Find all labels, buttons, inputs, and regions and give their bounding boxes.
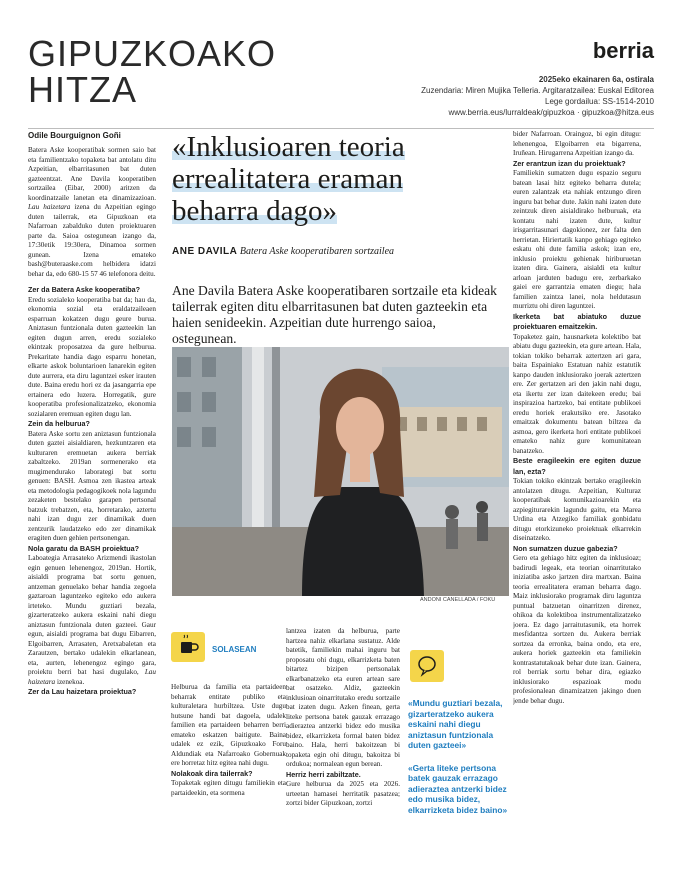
byline (172, 246, 394, 257)
question: Zer erantzun izan du proiektuak? (513, 158, 626, 168)
answer: Eredu sozialeko kooperatiba bat da; hau da, ekonomia sozial eta eraldatzaileaen esparruan kokatzen dugu geure burua. Aniztasun funtzionala duten gazteekin lan egiten dugun arren, eredu sozialeko ekintzak proposatzea da gure helburua. Prekaritate handia dago esparru honetan, elkarte askok boluntarioen lanarekin egiten dute aurrera, eta diru laguntzei esker irauten dute. Baina eredu hori ez da jasangarria epe ertainera edo luzera. Horregatik, gure kooperatiba profesionalizatzeko, ekonomia sozialaren eremuan egiten dugu lan. (28, 295, 156, 418)
byline-role: Batera Aske kooperatibaren sortzailea (239, 246, 395, 257)
portrait-photo (172, 347, 509, 596)
intro-paragraph: Batera Aske kooperatibak sormen saio bat eta familientzako topaketa bat antolatu ditu Azpeitian, elbarritasunen bat duten gazteentzat. Ane Davila kooperatiben sortzailea (Eibar, 2000) aritzen da koordinatzaile lanetan eta dinamizazioan. Lau haizetara izena du Azpeitian egingo duten tailerrak, eta Gipuzkoan eta Nafarroan zabalduko duten proiektuaren parte da. Saioa ostegunean izango da, 17:30etik 19:30era, Dinamoa sormen gunean. Izena emateko bash@buteraaske.com helbidera idatzi behar da, edo 680-15 57 46 telefonora deitu. (28, 146, 156, 278)
pull-quotes (408, 698, 508, 827)
meta-contact: www.berria.eus/lurraldeak/gipuzkoa · gipuzkoa@hitza.eus (448, 108, 654, 117)
meta-editor: Zuzendaria: Miren Mujika Telleria. Argitaratzailea: Euskal Editorea (421, 86, 654, 95)
question: Non sumatzen duzue gabezia? (513, 543, 618, 553)
headline: «Inklusioaren teoria errealitatera eraman beharra dago» (172, 131, 405, 227)
brand-logo: berria (592, 38, 654, 63)
lede: Ane Davila Batera Aske kooperatibaren sortzaile eta kideak tailerrak egiten ditu elbarritasunen bat duten gazteekin eta haien senideekin. Azpeitian dute hurrengo saioa, ostegunean. (172, 283, 497, 346)
meta-legal: Lege gordailua: SS-1514-2010 (545, 97, 654, 106)
question: Zer da Lau haizetara proiektua? (28, 687, 137, 696)
pull-quote: «Mundu guztiari bezala, gizarteratzeko aukera eskaini nahi diegu aniztasun funtzionala duten gazteei» (408, 698, 503, 750)
answer: Topaketak egiten ditugu familiekin eta partaideekin, eta sormena (171, 779, 286, 797)
answer: Topaketez gain, hausnarketa kolektibo bat abiatu dugu gazteekin, eta gure artean. Hala, tokian tokiko beharrak aztertzen ari gara, baita Espainiako Estatuan nahiz estatutik kanpo dauden inklusiorako joerak aztertzen ere. Zer gertatzen ari den jakin nahi dugu, eta ikertu zer izan daitekeen eredu; bai inspirazioa hartzeko, bai entitate publikoei eredu horiek erakutsiko ere. Jasotako emaitzak dokumentu batean biltzea da asmoa, gero ikerketa hori entitate publikoei emateko nahiz gure komunitatean banatzeko. (513, 332, 641, 455)
answer: Batera Aske sortu zen aniztasun funtzionala duten gaztei aisialdiaren, hezkuntzaren eta kulturaren eremuetan aukera berriak zabaltzeko. 2019an sormenerako eta mugimendurako laborategi bat sortu genuen: BASH. Asmoa zen ikastea arteak eta metodologia pedagogikoek nola lagundu zezaketen bestelako garapen pertsonal batzuk trebatzen, eta, horretarako, aztertu nahi izan dugu zer dinamikak duen zentzurik laudatzeko edo zer dinamikak eragiten duen gehien pertsonengan. (28, 429, 156, 542)
answer: Laboategia Arrasateko Arizmendi ikastolan egin genuen lehenengoz, 2019an. Hortik, aisialdi programa bat sortu genuen, antzeman genuelako behar handia zegoela gaztaroan laguntzeko egiteko edo aukera irteteko. Mundu guztiari bezala, gizarteratzeko aukera eskaini nahi diegu aniztasun funtzionala duten gazteei. Gaur egun, aisialdi programa bat dugu Eibarren, Elgoibarren, Arrasaten, Aretxabaletan eta Zarautzen, bertako udalekin elkarlanean, eta, aurten, lehenengoz egingo gara, proiektu berri bat hasi dugulako, Lau haizetara izenekoa. (28, 554, 156, 686)
column-2 (171, 683, 286, 868)
question: Ikerketa bat abiatuko duzue proiektuaren emaitzekin. (513, 311, 641, 331)
answer: Gure helburua da 2025 eta 2026. urteetan hamasei herritatik pasatzea; zortzi bider Gipuzkoan, zortzi (286, 780, 400, 807)
answer: Helburua da familia eta partaideen beharrak entitate publiko eta kulturaletara hurbiltzea. Uste dugu hutsune handi bat dagoela, udalek familien eta partaideen beharren berri emateko eskatzen baitigute. Baina udalek ez ezik, Gipuzkoako Foru Aldundiak eta Nafarroako Gobernuak ere horretaz hitz egitea nahi dugu. (171, 683, 286, 767)
pull-quote: «Gerta liteke pertsona batek gauzak errazago adierazteа antzerki bidez edo musika bidez, elkarrizketa bidez baino» (408, 762, 508, 815)
header-divider (28, 128, 654, 129)
masthead-line-2: HITZA (28, 69, 137, 110)
answer: Gero eta gehiago hitz egiten da inklusioaz; badirudi legeak, eta teorian oinarritutako iniziatiba asko jartzen dira martxan. Baina teoria errealitatera eraman beharra dago. Maiz inklusiorako programak diru laguntza puntual batzuetan oinarritzen direnez, ohikoa da kolektiboa instrumentalizatzeko joera. Ez dago jarraitutasunik, eta horrek mesfidantza sortzen du. Aukera berriak sortzea da erronka, baina ondo, eta ere, aukera horiek gazteekin eta familiekin kontrastatutakoak behar dute izan. Gainera, rol berriak sortu behar dira, egiazko inklusiorako espazioak modu profesionalean dinamizatzen jakingo duen jende behar dugu. (513, 554, 641, 705)
answer: bider Nafarroan. Oraingoz, bi egin ditugu: lehenengoa, Elgoibarren eta bigarrena, Iruñean. Hirugarrena Azpeitian izango da. (513, 130, 641, 157)
question: Zein da helburua? (28, 419, 90, 428)
answer: Familiekin sumatzen dugu espazio seguru batean lasai hitz egiteko beharra dutela; euren zalantzak eta nahiak entzungo diren inguru bat behar dute. Jakin nahi izaten dute zeintzuk diren aisialdirako helburuak, eta kontatu nahi izaten dute, kultur irisgarritasunari dagokionez, zer falta den herrietan. Hiriertatik kanpo gehiago egiteko eskatu ohi dute familia askok; izan ere, inklusio proiektu gehienak hiriburuetan izaten dira. Gainera, aisialdi eta kultur arloan jarduten badugu ere, zerbarkako gaiei ere garrantzia ematen diegu; hala familien zaintza lanei, nola heldutasun murriztu ohi diren laguntzei. (513, 169, 641, 310)
question: Nolakoak dira tailerrak? (171, 768, 253, 778)
mug-icon (171, 632, 205, 662)
question: Herriz herri zabiltzate. (286, 769, 361, 779)
article-author: Odile Bourguignon Goñi (28, 131, 121, 140)
issue-meta (421, 74, 654, 118)
speech-bubble-icon (410, 650, 444, 682)
column-3 (286, 627, 400, 867)
question: Zer da Batera Aske kooperatiba? (28, 285, 140, 294)
answer: Tokian tokiko ekintzak bertako eragileekin antolatzen ditugu. Azpeitian, Kulturaz kooperatibak komunikazioarekin eta azpiegiturarekin lagundu gaitu, eta Marea Urdina eta Atzegiko familiak gonbidatu ditugu etorkizuneko proiektuak elkarrekin diseinatzeko. (513, 477, 641, 542)
answer: lantzea izaten da helburua, parte hartzea nahiz elkarlana sustatuz. Alde batetik, familiekin mahai inguru bat proposatu ohi dugu, elkarrizketa baten bitartez bizipen pertsonalak elkarbanatzeko eta euren artean sare bat osatzeko. Aldiz, gazteekin inklusioan oinarritutako eredu sortzaile bat izaten dugu. Azken finean, gerta liteke pertsona batek gauzak errazago adieraztea antzerki bidez edo musika bidez, elkarrizketa formal baten bidez baino. Hala, herri bakoitzean bi topaketa egin ohi ditugu, bakoitza bi ordukoa; normalean egun berean. (286, 627, 400, 768)
photo-credit: ANDONI CANELLADA / FOKU (420, 597, 496, 603)
question: Beste eragileekin ere egiten duzue lan, ezta? (513, 456, 641, 476)
issue-date: 2025eko ekainaren 6a, ostirala (538, 75, 654, 84)
section-label: SOLASEAN (212, 645, 257, 654)
masthead-line-1: GIPUZKOAKO (28, 33, 277, 74)
column-1 (28, 146, 156, 858)
masthead (28, 33, 277, 110)
column-4 (513, 130, 641, 858)
question: Nola garatu da BASH proiektua? (28, 543, 140, 553)
byline-name: ANE DAVILA (172, 246, 238, 257)
